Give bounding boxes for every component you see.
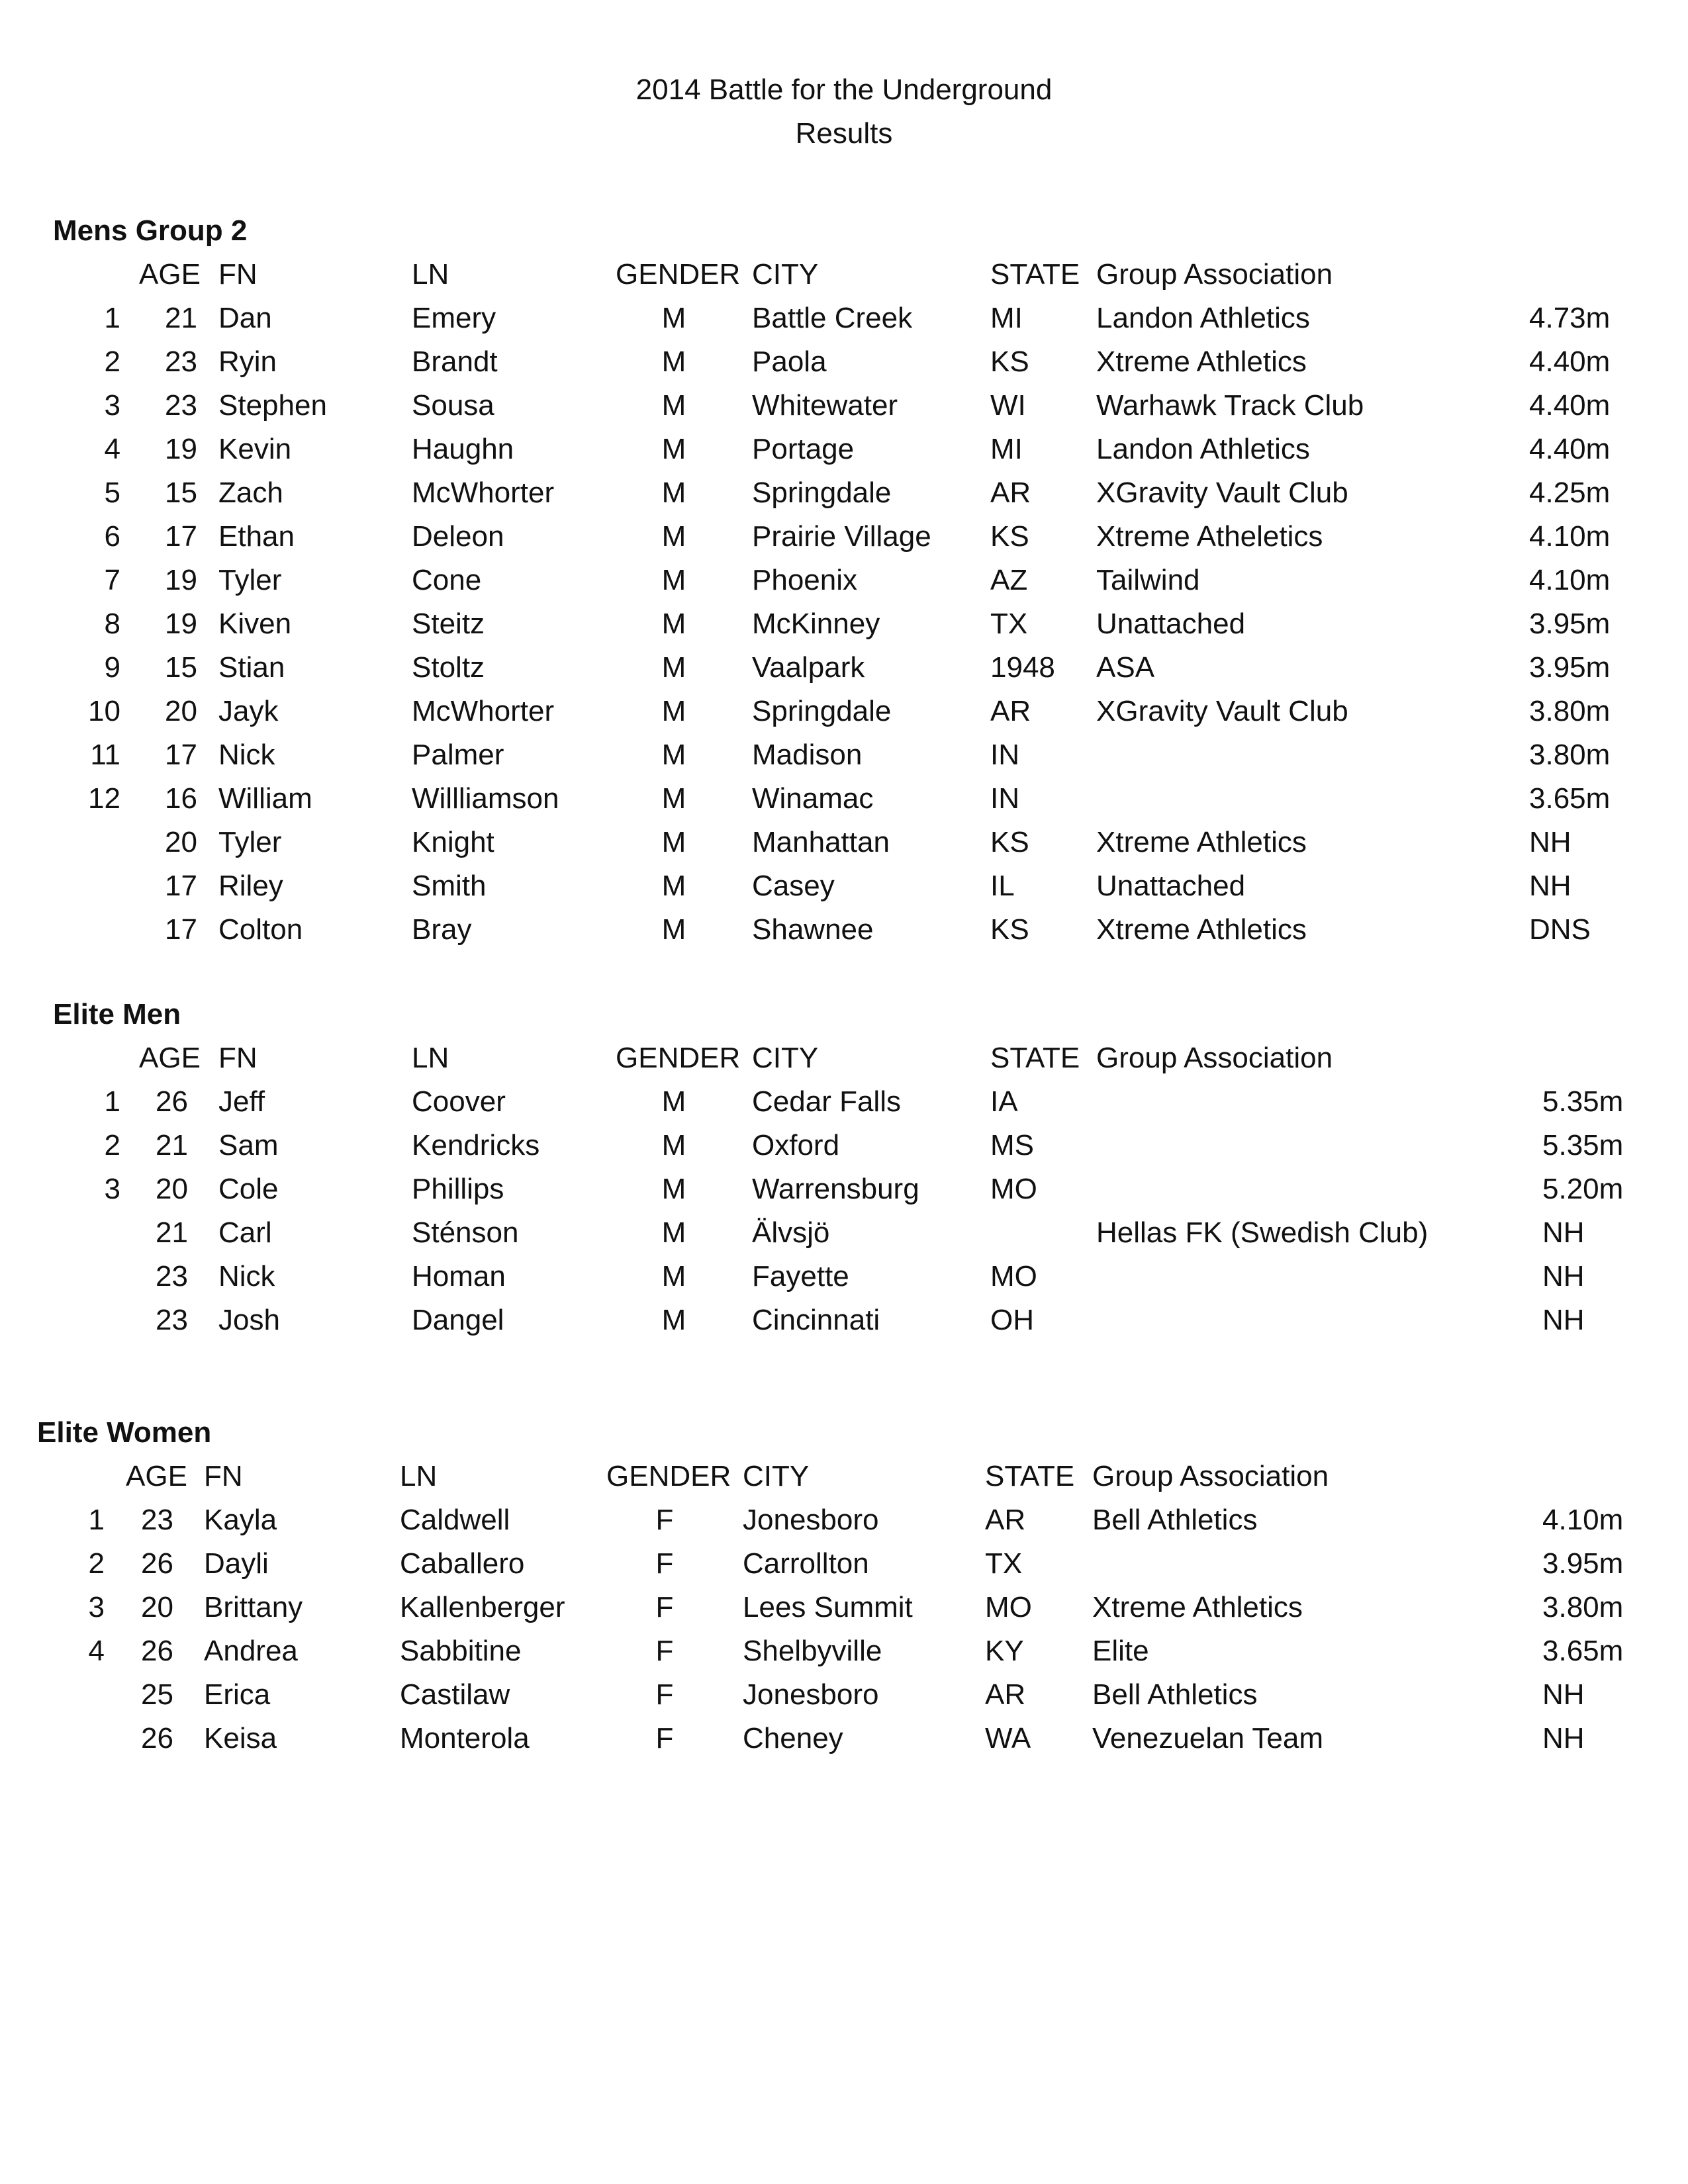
cell-mark: 3.65m — [1529, 782, 1611, 815]
cell-state: MO — [990, 1173, 1037, 1205]
cell-ln: Castilaw — [400, 1678, 510, 1711]
cell-fn: Stian — [218, 651, 285, 684]
cell-group: Xtreme Athletics — [1096, 913, 1307, 946]
cell-age: 17 — [165, 520, 197, 553]
table-row — [0, 821, 1688, 864]
cell-fn: Ethan — [218, 520, 295, 553]
cell-gender: M — [661, 1085, 686, 1118]
cell-age: 26 — [141, 1547, 173, 1580]
cell-ln: Coover — [412, 1085, 506, 1118]
cell-state: AR — [990, 695, 1031, 727]
column-header-age: AGE — [139, 258, 201, 291]
cell-fn: Riley — [218, 870, 283, 902]
cell-age: 17 — [165, 913, 197, 946]
cell-gender: F — [655, 1722, 674, 1754]
cell-place: 1 — [104, 302, 120, 334]
cell-state: IL — [990, 870, 1015, 902]
table-header-row — [0, 253, 1688, 296]
cell-state: KS — [990, 345, 1029, 378]
cell-mark: 5.35m — [1542, 1085, 1624, 1118]
column-header-fn: FN — [218, 1042, 258, 1074]
cell-mark: NH — [1542, 1722, 1585, 1754]
cell-age: 23 — [165, 345, 197, 378]
cell-gender: M — [661, 782, 686, 815]
cell-ln: Stoltz — [412, 651, 485, 684]
cell-city: Oxford — [752, 1129, 840, 1161]
table-row — [0, 690, 1688, 733]
cell-ln: Sousa — [412, 389, 494, 422]
cell-state: TX — [985, 1547, 1023, 1580]
cell-place: 10 — [88, 695, 120, 727]
cell-ln: McWhorter — [412, 695, 555, 727]
cell-group: Venezuelan Team — [1092, 1722, 1324, 1754]
cell-city: Casey — [752, 870, 835, 902]
cell-place: 3 — [104, 389, 120, 422]
cell-gender: M — [661, 520, 686, 553]
cell-age: 15 — [165, 477, 197, 509]
table-row — [0, 515, 1688, 559]
cell-city: Portage — [752, 433, 855, 465]
cell-ln: Deleon — [412, 520, 504, 553]
table-row — [0, 1673, 1688, 1717]
cell-group: XGravity Vault Club — [1096, 477, 1348, 509]
cell-fn: Dan — [218, 302, 272, 334]
cell-place: 3 — [104, 1173, 120, 1205]
cell-group: Xtreme Atheletics — [1096, 520, 1323, 553]
cell-gender: M — [661, 739, 686, 771]
cell-fn: Zach — [218, 477, 283, 509]
cell-gender: M — [661, 1304, 686, 1336]
cell-state: MI — [990, 302, 1023, 334]
cell-fn: Kevin — [218, 433, 292, 465]
cell-mark: 4.40m — [1529, 345, 1611, 378]
cell-ln: Smith — [412, 870, 487, 902]
column-header-state: STATE — [990, 258, 1080, 291]
column-header-fn: FN — [204, 1460, 243, 1492]
cell-place: 9 — [104, 651, 120, 684]
cell-age: 19 — [165, 608, 197, 640]
cell-group: Elite — [1092, 1635, 1149, 1667]
cell-city: Prairie Village — [752, 520, 931, 553]
cell-group: Unattached — [1096, 870, 1246, 902]
cell-age: 21 — [165, 302, 197, 334]
cell-city: Cedar Falls — [752, 1085, 901, 1118]
cell-age: 16 — [165, 782, 197, 815]
section-title: Mens Group 2 — [53, 214, 248, 247]
table-row — [0, 777, 1688, 821]
table-row — [0, 646, 1688, 690]
column-header-city: CITY — [752, 258, 819, 291]
cell-state: MI — [990, 433, 1023, 465]
cell-age: 20 — [165, 695, 197, 727]
cell-gender: M — [661, 695, 686, 727]
cell-fn: Nick — [218, 739, 275, 771]
cell-fn: Jayk — [218, 695, 279, 727]
column-header-group: Group Association — [1096, 1042, 1333, 1074]
cell-city: Lees Summit — [743, 1591, 913, 1623]
cell-place: 6 — [104, 520, 120, 553]
cell-place: 12 — [88, 782, 120, 815]
cell-group: Xtreme Athletics — [1096, 345, 1307, 378]
cell-state: OH — [990, 1304, 1034, 1336]
cell-gender: M — [661, 870, 686, 902]
cell-group: Xtreme Athletics — [1092, 1591, 1303, 1623]
cell-age: 23 — [156, 1304, 188, 1336]
cell-gender: M — [661, 433, 686, 465]
cell-fn: Tyler — [218, 564, 282, 596]
cell-gender: M — [661, 1173, 686, 1205]
cell-ln: McWhorter — [412, 477, 555, 509]
cell-mark: 3.95m — [1542, 1547, 1624, 1580]
cell-group: Hellas FK (Swedish Club) — [1096, 1216, 1429, 1249]
cell-city: Jonesboro — [743, 1504, 879, 1536]
cell-city: McKinney — [752, 608, 880, 640]
cell-ln: Sténson — [412, 1216, 519, 1249]
cell-age: 26 — [156, 1085, 188, 1118]
cell-gender: M — [661, 302, 686, 334]
cell-mark: NH — [1529, 826, 1571, 858]
cell-place: 3 — [88, 1591, 105, 1623]
table-row — [0, 1498, 1688, 1542]
cell-ln: Steitz — [412, 608, 485, 640]
column-header-age: AGE — [126, 1460, 187, 1492]
cell-city: Carrollton — [743, 1547, 869, 1580]
cell-city: Madison — [752, 739, 863, 771]
cell-state: AZ — [990, 564, 1028, 596]
cell-city: Älvsjö — [752, 1216, 830, 1249]
cell-fn: Kiven — [218, 608, 292, 640]
cell-group: XGravity Vault Club — [1096, 695, 1348, 727]
cell-mark: 5.35m — [1542, 1129, 1624, 1161]
cell-fn: Sam — [218, 1129, 279, 1161]
table-row — [0, 1298, 1688, 1342]
cell-ln: Brandt — [412, 345, 498, 378]
cell-state: AR — [990, 477, 1031, 509]
table-header-row — [0, 1036, 1688, 1080]
cell-place: 5 — [104, 477, 120, 509]
cell-city: Shawnee — [752, 913, 874, 946]
cell-mark: 4.25m — [1529, 477, 1611, 509]
cell-fn: Dayli — [204, 1547, 269, 1580]
cell-state: KS — [990, 520, 1029, 553]
cell-age: 15 — [165, 651, 197, 684]
cell-mark: 3.80m — [1529, 739, 1611, 771]
cell-ln: Homan — [412, 1260, 506, 1293]
cell-gender: M — [661, 826, 686, 858]
cell-city: Paola — [752, 345, 827, 378]
cell-mark: NH — [1542, 1678, 1585, 1711]
table-row — [0, 1211, 1688, 1255]
cell-gender: M — [661, 345, 686, 378]
cell-gender: M — [661, 1129, 686, 1161]
cell-gender: M — [661, 389, 686, 422]
cell-age: 25 — [141, 1678, 173, 1711]
table-row — [0, 1586, 1688, 1629]
cell-fn: Tyler — [218, 826, 282, 858]
cell-mark: NH — [1542, 1216, 1585, 1249]
cell-age: 19 — [165, 564, 197, 596]
cell-state: AR — [985, 1678, 1026, 1711]
cell-city: Fayette — [752, 1260, 849, 1293]
cell-city: Jonesboro — [743, 1678, 879, 1711]
table-row — [0, 1255, 1688, 1298]
table-row — [0, 1542, 1688, 1586]
cell-group: ASA — [1096, 651, 1155, 684]
cell-ln: Dangel — [412, 1304, 504, 1336]
cell-gender: F — [655, 1504, 674, 1536]
cell-group: Xtreme Athletics — [1096, 826, 1307, 858]
cell-age: 20 — [156, 1173, 188, 1205]
cell-age: 23 — [156, 1260, 188, 1293]
cell-city: Springdale — [752, 695, 892, 727]
table-row — [0, 296, 1688, 340]
cell-ln: Palmer — [412, 739, 504, 771]
cell-fn: Andrea — [204, 1635, 298, 1667]
cell-ln: Kallenberger — [400, 1591, 565, 1623]
column-header-gender: GENDER — [606, 1460, 731, 1492]
cell-fn: Ryin — [218, 345, 277, 378]
cell-ln: Haughn — [412, 433, 514, 465]
column-header-state: STATE — [985, 1460, 1075, 1492]
cell-state: 1948 — [990, 651, 1055, 684]
table-row — [0, 1629, 1688, 1673]
cell-state: IN — [990, 739, 1019, 771]
cell-city: Shelbyville — [743, 1635, 882, 1667]
cell-city: Cincinnati — [752, 1304, 880, 1336]
table-row — [0, 602, 1688, 646]
cell-mark: 3.80m — [1542, 1591, 1624, 1623]
cell-ln: Phillips — [412, 1173, 504, 1205]
cell-city: Winamac — [752, 782, 874, 815]
cell-gender: M — [661, 477, 686, 509]
cell-mark: 4.40m — [1529, 389, 1611, 422]
column-header-group: Group Association — [1096, 258, 1333, 291]
cell-city: Springdale — [752, 477, 892, 509]
column-header-fn: FN — [218, 258, 258, 291]
cell-fn: Cole — [218, 1173, 279, 1205]
column-header-city: CITY — [743, 1460, 810, 1492]
cell-city: Cheney — [743, 1722, 843, 1754]
cell-state: IA — [990, 1085, 1018, 1118]
cell-age: 26 — [141, 1722, 173, 1754]
cell-age: 23 — [141, 1504, 173, 1536]
cell-gender: M — [661, 564, 686, 596]
column-header-age: AGE — [139, 1042, 201, 1074]
cell-age: 20 — [141, 1591, 173, 1623]
cell-fn: Keisa — [204, 1722, 277, 1754]
cell-state: MO — [985, 1591, 1032, 1623]
cell-state: MS — [990, 1129, 1034, 1161]
table-row — [0, 559, 1688, 602]
cell-fn: Kayla — [204, 1504, 277, 1536]
cell-ln: Caballero — [400, 1547, 525, 1580]
cell-gender: M — [661, 1216, 686, 1249]
table-row — [0, 471, 1688, 515]
cell-mark: 3.80m — [1529, 695, 1611, 727]
cell-city: Phoenix — [752, 564, 858, 596]
column-header-group: Group Association — [1092, 1460, 1329, 1492]
cell-city: Manhattan — [752, 826, 890, 858]
cell-mark: 4.10m — [1542, 1504, 1624, 1536]
cell-fn: Jeff — [218, 1085, 265, 1118]
cell-place: 2 — [88, 1547, 105, 1580]
cell-mark: 3.95m — [1529, 608, 1611, 640]
cell-ln: Cone — [412, 564, 482, 596]
column-header-gender: GENDER — [616, 258, 741, 291]
table-row — [0, 864, 1688, 908]
cell-place: 7 — [104, 564, 120, 596]
cell-fn: William — [218, 782, 312, 815]
table-row — [0, 428, 1688, 471]
column-header-ln: LN — [412, 258, 449, 291]
cell-state: KS — [990, 913, 1029, 946]
cell-place: 2 — [104, 1129, 120, 1161]
cell-city: Vaalpark — [752, 651, 865, 684]
section-title: Elite Men — [53, 998, 181, 1030]
table-row — [0, 1080, 1688, 1124]
cell-fn: Stephen — [218, 389, 327, 422]
column-header-ln: LN — [400, 1460, 438, 1492]
cell-mark: 3.95m — [1529, 651, 1611, 684]
cell-fn: Erica — [204, 1678, 271, 1711]
cell-gender: F — [655, 1678, 674, 1711]
cell-place: 4 — [104, 433, 120, 465]
cell-fn: Carl — [218, 1216, 272, 1249]
cell-gender: M — [661, 1260, 686, 1293]
cell-ln: Caldwell — [400, 1504, 510, 1536]
cell-place: 8 — [104, 608, 120, 640]
cell-age: 21 — [156, 1216, 188, 1249]
document-header — [0, 68, 1688, 156]
column-header-state: STATE — [990, 1042, 1080, 1074]
cell-fn: Nick — [218, 1260, 275, 1293]
cell-ln: Willliamson — [412, 782, 559, 815]
cell-fn: Colton — [218, 913, 303, 946]
cell-age: 17 — [165, 870, 197, 902]
cell-ln: Emery — [412, 302, 496, 334]
cell-place: 1 — [88, 1504, 105, 1536]
section-title: Elite Women — [37, 1416, 212, 1449]
cell-place: 1 — [104, 1085, 120, 1118]
cell-group: Bell Athletics — [1092, 1504, 1258, 1536]
cell-state: IN — [990, 782, 1019, 815]
cell-gender: M — [661, 608, 686, 640]
cell-age: 23 — [165, 389, 197, 422]
table-row — [0, 908, 1688, 952]
column-header-gender: GENDER — [616, 1042, 741, 1074]
cell-mark: DNS — [1529, 913, 1591, 946]
cell-gender: F — [655, 1591, 674, 1623]
cell-group: Landon Athletics — [1096, 433, 1310, 465]
table-header-row — [0, 1455, 1688, 1498]
table-row — [0, 340, 1688, 384]
column-header-city: CITY — [752, 1042, 819, 1074]
cell-gender: M — [661, 651, 686, 684]
cell-gender: F — [655, 1547, 674, 1580]
cell-state: WI — [990, 389, 1026, 422]
cell-state: WA — [985, 1722, 1031, 1754]
cell-state: TX — [990, 608, 1028, 640]
cell-fn: Josh — [218, 1304, 280, 1336]
document-subtitle: Results — [795, 117, 893, 150]
cell-age: 21 — [156, 1129, 188, 1161]
cell-mark: 4.73m — [1529, 302, 1611, 334]
cell-place: 11 — [90, 739, 120, 771]
cell-city: Warrensburg — [752, 1173, 919, 1205]
cell-gender: F — [655, 1635, 674, 1667]
cell-mark: 4.10m — [1529, 520, 1611, 553]
cell-group: Tailwind — [1096, 564, 1200, 596]
cell-ln: Bray — [412, 913, 472, 946]
cell-group: Landon Athletics — [1096, 302, 1310, 334]
cell-ln: Kendricks — [412, 1129, 540, 1161]
cell-place: 2 — [104, 345, 120, 378]
cell-group: Warhawk Track Club — [1096, 389, 1364, 422]
cell-mark: 4.10m — [1529, 564, 1611, 596]
table-row — [0, 733, 1688, 777]
cell-gender: M — [661, 913, 686, 946]
cell-mark: NH — [1542, 1304, 1585, 1336]
cell-group: Unattached — [1096, 608, 1246, 640]
cell-mark: 4.40m — [1529, 433, 1611, 465]
cell-ln: Knight — [412, 826, 494, 858]
document-title: 2014 Battle for the Underground — [635, 73, 1053, 106]
cell-ln: Sabbitine — [400, 1635, 522, 1667]
cell-place: 4 — [88, 1635, 105, 1667]
cell-state: AR — [985, 1504, 1026, 1536]
cell-age: 20 — [165, 826, 197, 858]
cell-city: Whitewater — [752, 389, 898, 422]
cell-mark: NH — [1529, 870, 1571, 902]
cell-group: Bell Athletics — [1092, 1678, 1258, 1711]
table-row — [0, 1167, 1688, 1211]
cell-state: MO — [990, 1260, 1037, 1293]
cell-fn: Brittany — [204, 1591, 303, 1623]
cell-city: Battle Creek — [752, 302, 913, 334]
cell-state: KS — [990, 826, 1029, 858]
cell-age: 19 — [165, 433, 197, 465]
cell-age: 17 — [165, 739, 197, 771]
cell-age: 26 — [141, 1635, 173, 1667]
cell-mark: 5.20m — [1542, 1173, 1624, 1205]
cell-mark: 3.65m — [1542, 1635, 1624, 1667]
column-header-ln: LN — [412, 1042, 449, 1074]
table-row — [0, 1717, 1688, 1760]
cell-ln: Monterola — [400, 1722, 530, 1754]
table-row — [0, 384, 1688, 428]
table-row — [0, 1124, 1688, 1167]
cell-state: KY — [985, 1635, 1024, 1667]
cell-mark: NH — [1542, 1260, 1585, 1293]
